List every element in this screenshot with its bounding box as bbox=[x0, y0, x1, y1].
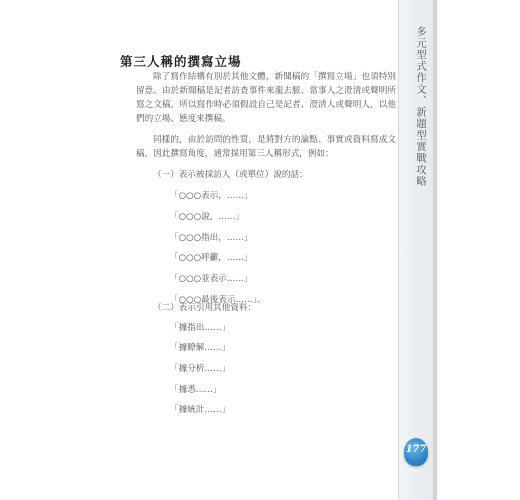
page-number: 177 bbox=[405, 444, 427, 455]
paragraph-2: 同樣的，由於訪問的性質，是將對方的論點、事實或資料寫成文稿，因此撰寫角度，通常採用第三人稱形式，例如： bbox=[136, 135, 396, 159]
quote-item: 「據瞭解……」 bbox=[170, 343, 231, 353]
list-1-label: （一）表示被採訪人（或單位）說的話： bbox=[153, 170, 308, 180]
quote-item: 「據分析……」 bbox=[170, 364, 231, 374]
quote-item: 「據指出……」 bbox=[170, 323, 231, 333]
quote-item: 「○○○並表示……」 bbox=[170, 274, 253, 284]
chapter-title-part1: 多元型式作文 bbox=[415, 26, 427, 95]
quote-item: 「○○○呼籲，……」 bbox=[170, 253, 253, 263]
quote-item: 「○○○說，……」 bbox=[170, 212, 245, 222]
quote-item: 「○○○指出，……」 bbox=[170, 233, 253, 243]
section-heading: 第三人稱的撰寫立場 bbox=[120, 54, 242, 69]
quote-item: 「○○○表示，……」 bbox=[170, 191, 253, 201]
quote-item: 「據悉……」 bbox=[170, 385, 222, 395]
quote-item: 「據統計……」 bbox=[170, 405, 231, 415]
chapter-side-title bbox=[405, 26, 427, 187]
chapter-title-part2: 新題型實戰攻略 bbox=[415, 106, 427, 187]
paragraph-1: 除了寫作結構有別於其他文體，新聞稿的「撰寫立場」也須特別留意。由於新聞稿是記者訪查事件來龍去脈、當事人之澄清或聲明所寫之文稿，所以寫作時必須假設自己是記者、澄清人或聲明人，以他們的立場、態度來撰稿。 bbox=[136, 72, 396, 124]
chapter-title-separator: 、 bbox=[415, 95, 427, 107]
list-2-label: （二）表示引用其他資料： bbox=[153, 303, 257, 313]
quote-item: 「○○○最後表示……」。 bbox=[170, 295, 266, 305]
